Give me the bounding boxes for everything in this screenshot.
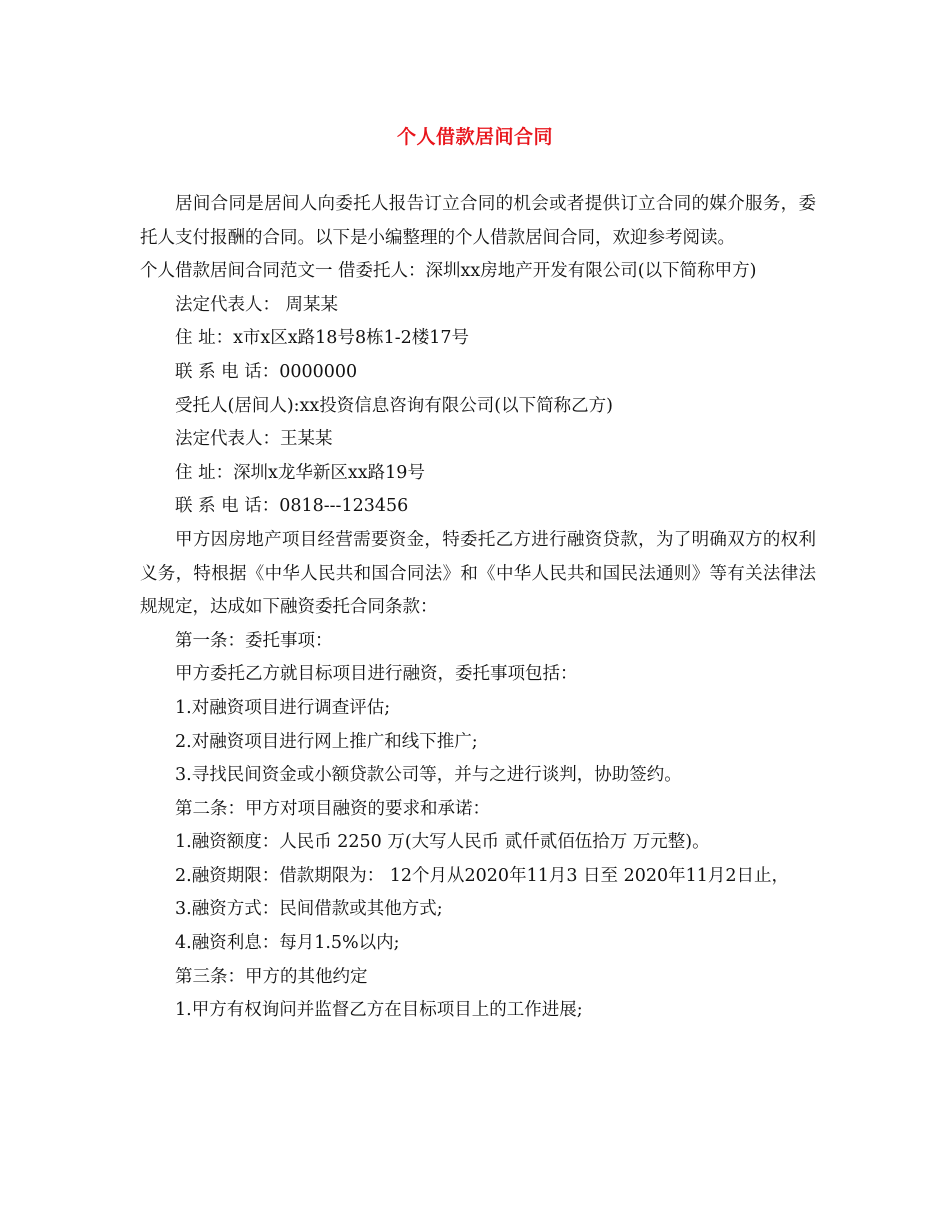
paragraph-legal-rep-a: 法定代表人： 周某某 xyxy=(175,294,339,315)
paragraph-phone-b: 联 系 电 话：0818---123456 xyxy=(175,496,409,517)
paragraph-article-1-item-1: 1.对融资项目进行调查评估; xyxy=(175,697,391,718)
paragraph-article-2-item-3: 3.融资方式：民间借款或其他方式; xyxy=(175,899,443,920)
paragraph-article-1-item-2: 2.对融资项目进行网上推广和线下推广; xyxy=(175,731,478,752)
document-body xyxy=(140,188,816,1028)
paragraph-article-3: 第三条：甲方的其他约定 xyxy=(175,966,368,987)
paragraph-delegator: 个人借款居间合同范文一 借委托人：深圳xx房地产开发有限公司(以下简称甲方) xyxy=(140,261,757,282)
paragraph-article-2: 第二条：甲方对项目融资的要求和承诺： xyxy=(175,798,490,819)
paragraph-phone-a: 联 系 电 话：0000000 xyxy=(175,361,358,382)
paragraph-trustee: 受托人(居间人):xx投资信息咨询有限公司(以下简称乙方) xyxy=(175,395,613,416)
paragraph-article-2-item-1: 1.融资额度：人民币 2250 万(大写人民币 贰仟贰佰伍拾万 万元整)。 xyxy=(175,832,710,853)
paragraph-article-3-item-1: 1.甲方有权询问并监督乙方在目标项目上的工作进展; xyxy=(175,1000,583,1021)
paragraph-intro: 居间合同是居间人向委托人报告订立合同的机会或者提供订立合同的媒介服务，委托人支付报酬的合同。以下是小编整理的个人借款居间合同，欢迎参考阅读。 xyxy=(140,194,816,248)
paragraph-address-b: 住 址：深圳x龙华新区xx路19号 xyxy=(175,462,425,483)
paragraph-article-2-item-4: 4.融资利息：每月1.5%以内; xyxy=(175,933,400,954)
paragraph-address-a: 住 址：x市x区x路18号8栋1-2楼17号 xyxy=(175,328,470,349)
paragraph-article-1-intro: 甲方委托乙方就目标项目进行融资，委托事项包括： xyxy=(175,664,578,685)
paragraph-preamble: 甲方因房地产项目经营需要资金，特委托乙方进行融资贷款，为了明确双方的权利义务，特根据《中华人民共和国合同法》和《中华人民共和国民法通则》等有关法律法规规定，达成如下融资委托合同条款： xyxy=(140,529,816,618)
paragraph-article-1-item-3: 3.寻找民间资金或小额贷款公司等，并与之进行谈判，协助签约。 xyxy=(175,765,682,786)
paragraph-legal-rep-b: 法定代表人：王某某 xyxy=(175,429,333,450)
paragraph-article-2-item-2: 2.融资期限：借款期限为： 12个月从2020年11月3 日至 2020年11月2日止， xyxy=(175,865,790,886)
paragraph-article-1: 第一条：委托事项： xyxy=(175,630,333,651)
document-title: 个人借款居间合同 xyxy=(396,126,553,148)
